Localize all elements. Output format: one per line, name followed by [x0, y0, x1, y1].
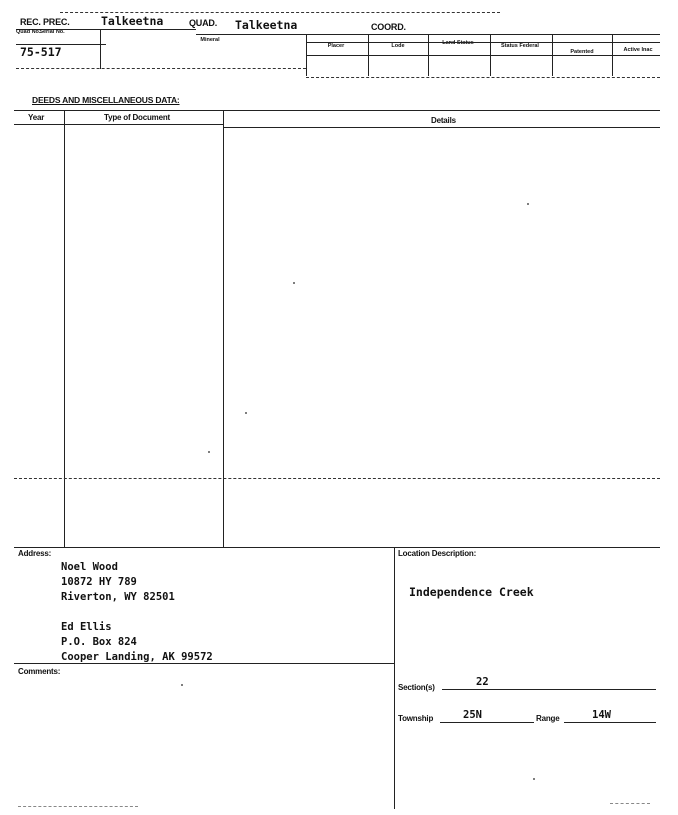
col-details: Details — [431, 116, 456, 125]
address-line: 10872 HY 789 — [61, 576, 137, 588]
scan-speck — [245, 412, 247, 414]
deeds-vline-year — [64, 110, 65, 547]
address-rule-top — [14, 547, 660, 548]
header-vline — [612, 34, 613, 76]
address-line: Noel Wood — [61, 561, 118, 573]
rec-prec-value: Talkeetna — [101, 14, 164, 28]
address-block — [61, 560, 213, 665]
col-type-of-document: Type of Document — [104, 113, 170, 122]
header-rule-5 — [306, 55, 660, 56]
comments-label: Comments: — [18, 667, 61, 676]
township-label: Township — [398, 714, 434, 723]
header-vline — [552, 34, 553, 76]
range-value: 14W — [592, 709, 611, 721]
scan-speck — [181, 684, 183, 686]
address-line: Ed Ellis — [61, 621, 112, 633]
quad-label: QUAD. — [189, 18, 217, 28]
township-value: 25N — [463, 709, 482, 721]
address-line: Cooper Landing, AK 99572 — [61, 651, 213, 663]
scan-speck — [293, 282, 295, 284]
header-rule-4 — [306, 42, 660, 43]
bottom-scan-noise — [18, 806, 138, 807]
top-dashed-rule — [60, 12, 500, 13]
deeds-rule-left — [14, 124, 224, 125]
address-line — [61, 605, 213, 620]
col-mineral: Mineral — [200, 37, 220, 43]
quad-no-value: 75-517 — [20, 45, 62, 59]
location-label: Location Description: — [398, 549, 477, 558]
col-land-status: Land Status — [442, 40, 474, 46]
scan-speck — [527, 203, 529, 205]
deeds-vline-type — [223, 110, 224, 547]
header-vline — [100, 29, 101, 69]
col-serial-no: Serial No. — [39, 29, 65, 35]
scan-speck — [208, 451, 210, 453]
col-quad-no: Quad No. — [16, 29, 41, 35]
col-placer: Placer — [327, 43, 345, 49]
bottom-scan-noise — [610, 803, 650, 804]
col-patented: Patented — [570, 49, 594, 55]
range-label: Range — [536, 714, 560, 723]
deeds-title: DEEDS AND MISCELLANEOUS DATA: — [32, 95, 180, 105]
col-active: Active Inac — [623, 47, 653, 53]
coord-label: COORD. — [371, 22, 406, 32]
section-underline — [442, 689, 656, 690]
col-status-federal: Status Federal — [501, 43, 539, 49]
section-label: Section(s) — [398, 683, 435, 692]
header-vline — [306, 34, 307, 76]
scan-speck — [533, 778, 535, 780]
location-value: Independence Creek — [409, 585, 534, 599]
header-dashed-rule — [16, 68, 306, 69]
deeds-dashed-rule — [14, 478, 660, 479]
header-vline — [428, 34, 429, 76]
section-value: 22 — [476, 676, 489, 688]
rec-prec-label: REC. PREC. — [20, 17, 70, 27]
address-line: P.O. Box 824 — [61, 636, 137, 648]
range-underline — [564, 722, 656, 723]
header-vline — [368, 34, 369, 76]
address-line: Riverton, WY 82501 — [61, 591, 175, 603]
header-vline — [490, 34, 491, 76]
location-vline — [394, 547, 395, 809]
address-label: Address: — [18, 549, 52, 558]
col-lode: Lode — [391, 43, 405, 49]
comments-rule-top — [14, 663, 394, 664]
header-dashed-rule-right — [306, 77, 660, 78]
quad-value: Talkeetna — [235, 18, 298, 32]
col-year: Year — [28, 113, 45, 122]
township-underline — [440, 722, 534, 723]
deeds-rule-top — [14, 110, 660, 111]
deeds-rule-right — [224, 127, 660, 128]
